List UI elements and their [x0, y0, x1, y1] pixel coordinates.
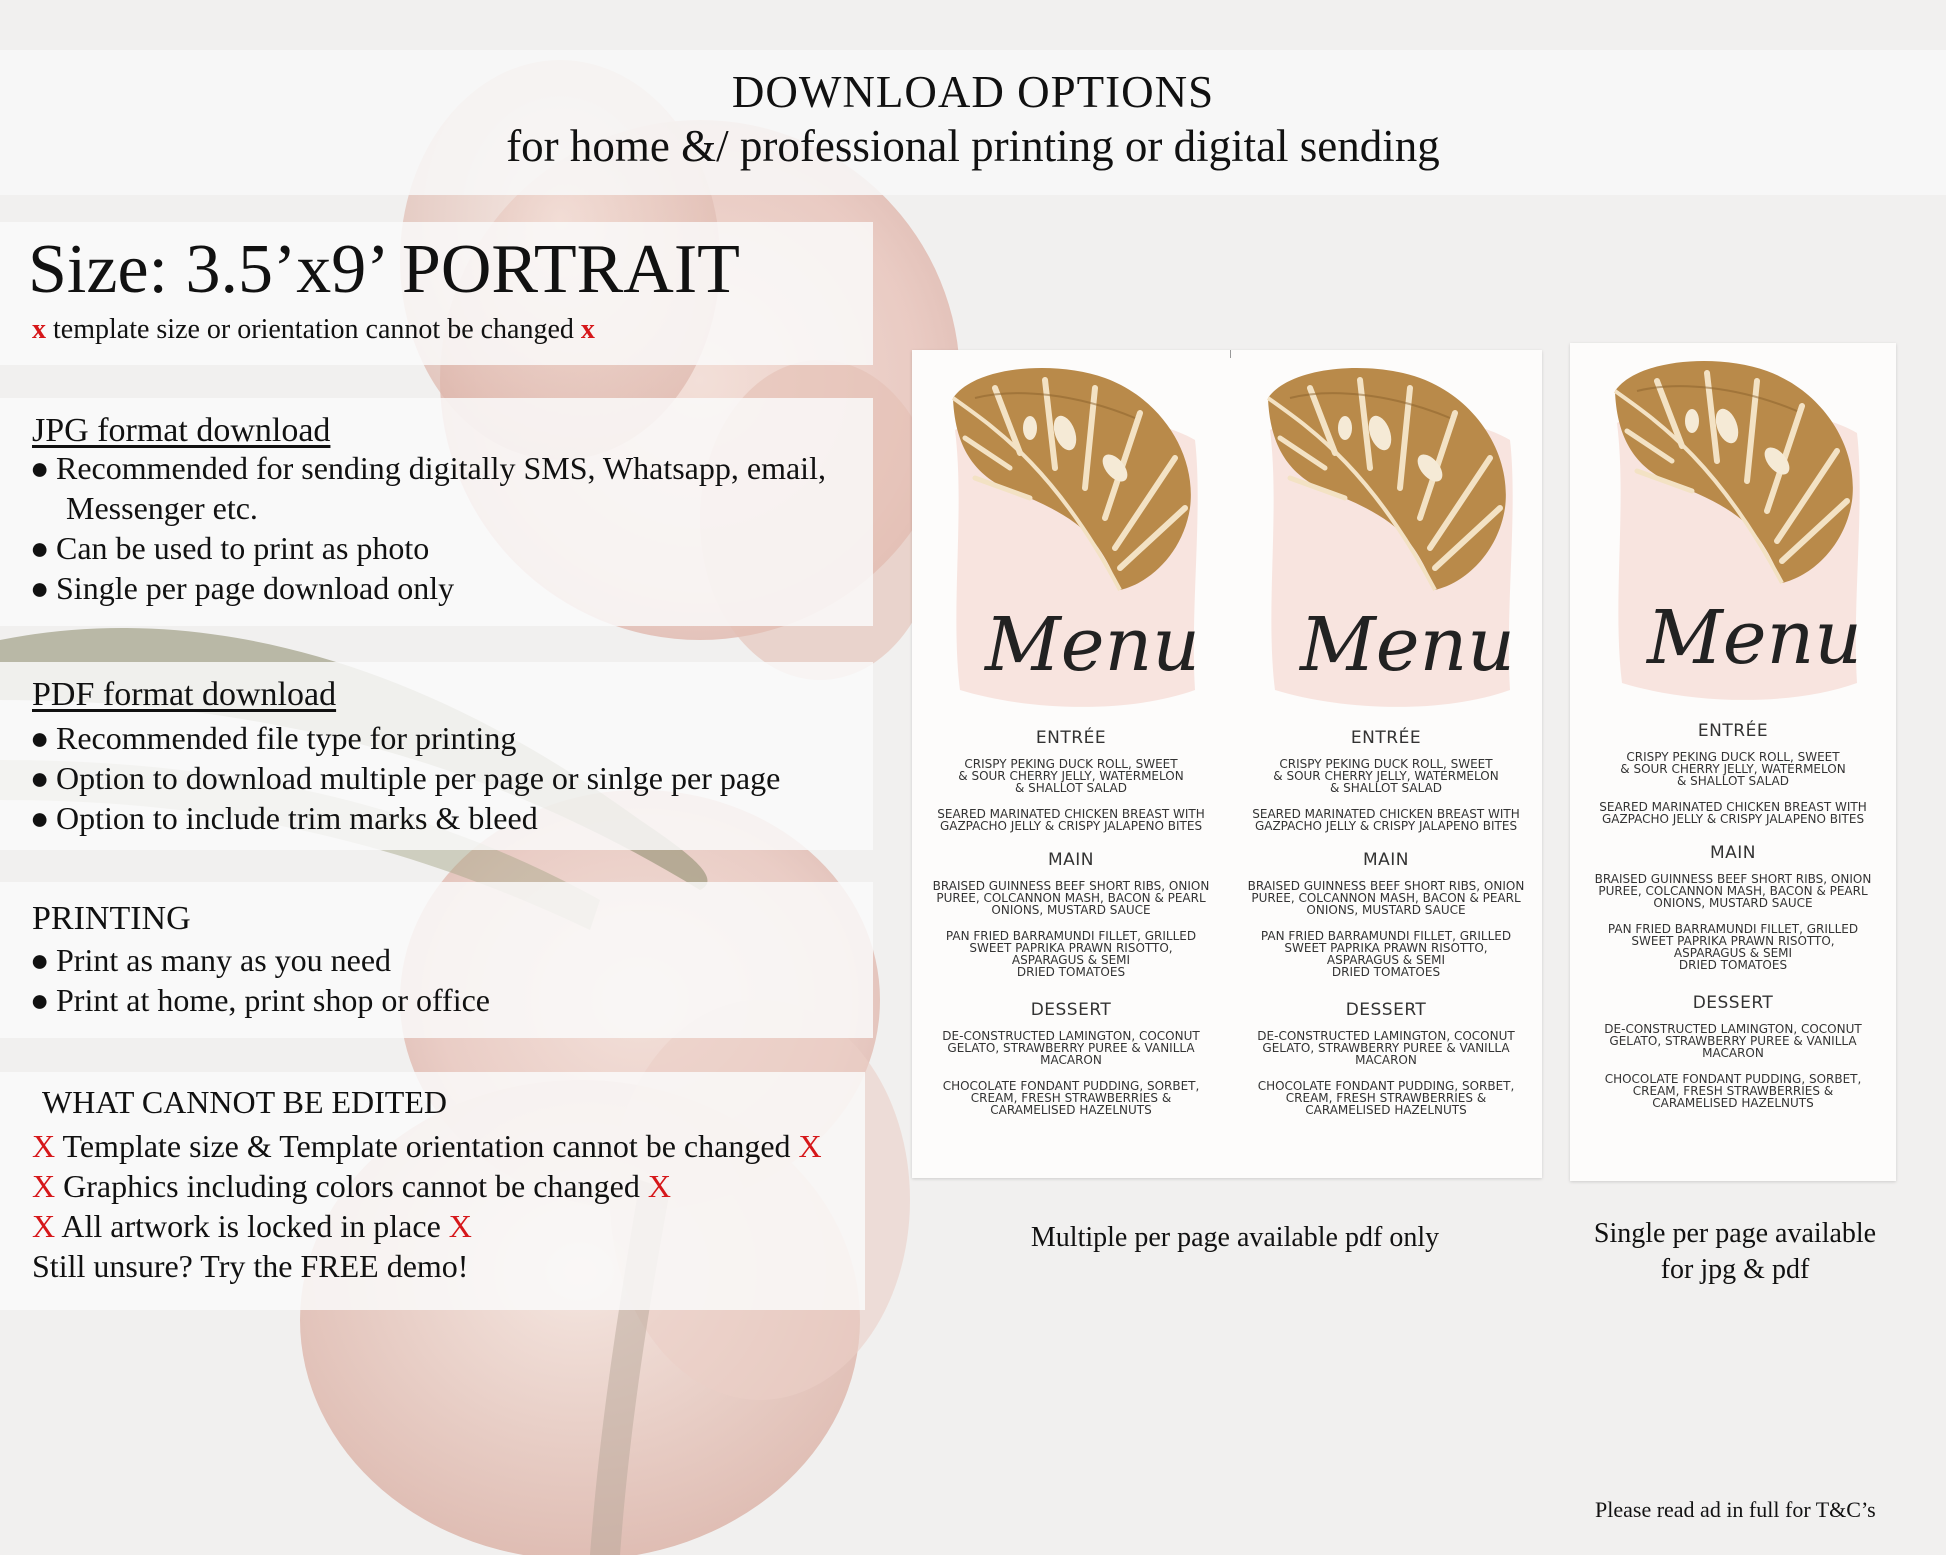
multi-per-page-preview [912, 350, 1542, 1178]
header-subtitle: for home &/ professional printing or digital sending [506, 121, 1440, 171]
dessert-item-1: DE-CONSTRUCTED LAMINGTON, COCONUT GELATO, STRAWBERRY PUREE & VANILLA MACARON [942, 1029, 1200, 1067]
menu-column [1230, 350, 1542, 1170]
menu-column [1577, 343, 1889, 1163]
pdf-bullet-3: ● Option to include trim marks & bleed [30, 800, 538, 836]
dessert-item-2: CHOCOLATE FONDANT PUDDING, SORBET, CREAM, FRESH STRAWBERRIES & CARAMELISED HAZELNUTS [1257, 1079, 1515, 1117]
monstera-leaf-icon [1597, 351, 1867, 591]
bullet-dot-icon: ● [30, 760, 50, 796]
dessert-heading: DESSERT [1345, 1000, 1427, 1020]
entree-item-2: SEARED MARINATED CHICKEN BREAST WITH GAZPACHO JELLY & CRISPY JALAPENO BITES [1252, 807, 1520, 833]
x-mark-icon: x [32, 314, 46, 345]
printing-bullet-1: ● Print as many as you need [30, 942, 392, 978]
pdf-title: PDF format download [32, 676, 337, 713]
bullet-dot-icon: ● [30, 570, 50, 606]
bullet-dot-icon: ● [30, 942, 50, 978]
entree-heading: ENTRÉE [1350, 728, 1422, 748]
menu-script-text: Menu [1300, 602, 1515, 688]
entree-heading: ENTRÉE [1697, 721, 1769, 741]
entree-item-1: CRISPY PEKING DUCK ROLL, SWEET & SOUR CHERRY JELLY, WATERMELON & SHALLOT SALAD [958, 757, 1184, 795]
printing-title: PRINTING [32, 900, 191, 937]
menu-script-text: Menu [985, 602, 1200, 688]
x-mark-icon: X [448, 1208, 472, 1244]
monstera-leaf-icon [935, 358, 1205, 598]
jpg-bullet-3: ● Single per page download only [30, 570, 455, 606]
x-mark-icon: X [32, 1128, 56, 1164]
entree-item-1: CRISPY PEKING DUCK ROLL, SWEET & SOUR CHERRY JELLY, WATERMELON & SHALLOT SALAD [1620, 750, 1846, 788]
main-item-1: BRAISED GUINNESS BEEF SHORT RIBS, ONION PUREE, COLCANNON MASH, BACON & PEARL ONIONS, MUSTARD SAUCE [1247, 879, 1525, 917]
jpg-title: JPG format download [32, 412, 331, 449]
menu-script-title [1617, 583, 1867, 693]
x-mark-icon: X [647, 1168, 671, 1204]
main-item-2: PAN FRIED BARRAMUNDI FILLET, GRILLED SWEET PAPRIKA PRAWN RISOTTO, ASPARAGUS & SEMI DRIED TOMATOES [1607, 922, 1859, 972]
footer-note: Please read ad in full for T&C’s [1595, 1497, 1876, 1522]
entree-item-1: CRISPY PEKING DUCK ROLL, SWEET & SOUR CHERRY JELLY, WATERMELON & SHALLOT SALAD [1273, 757, 1499, 795]
bullet-dot-icon: ● [30, 800, 50, 836]
header-banner [0, 50, 1946, 195]
main-item-1: BRAISED GUINNESS BEEF SHORT RIBS, ONION PUREE, COLCANNON MASH, BACON & PEARL ONIONS, MUSTARD SAUCE [1594, 872, 1872, 910]
entree-heading: ENTRÉE [1035, 728, 1107, 748]
size-note [32, 314, 595, 346]
cannot-edit-line-4: Still unsure? Try the FREE demo! [32, 1248, 469, 1284]
dessert-item-1: DE-CONSTRUCTED LAMINGTON, COCONUT GELATO, STRAWBERRY PUREE & VANILLA MACARON [1257, 1029, 1515, 1067]
entree-item-2: SEARED MARINATED CHICKEN BREAST WITH GAZPACHO JELLY & CRISPY JALAPENO BITES [937, 807, 1205, 833]
main-item-1: BRAISED GUINNESS BEEF SHORT RIBS, ONION PUREE, COLCANNON MASH, BACON & PEARL ONIONS, MUSTARD SAUCE [932, 879, 1210, 917]
dessert-item-2: CHOCOLATE FONDANT PUDDING, SORBET, CREAM, FRESH STRAWBERRIES & CARAMELISED HAZELNUTS [942, 1079, 1200, 1117]
caption-single [1565, 1218, 1905, 1286]
main-item-2: PAN FRIED BARRAMUNDI FILLET, GRILLED SWEET PAPRIKA PRAWN RISOTTO, ASPARAGUS & SEMI DRIED TOMATOES [945, 929, 1197, 979]
jpg-panel [0, 398, 873, 626]
jpg-bullet-1: ● Recommended for sending digitally SMS, Whatsapp, email, [30, 450, 826, 486]
x-mark-icon: X [798, 1128, 822, 1164]
dessert-heading: DESSERT [1692, 993, 1774, 1013]
caption-multiple: Multiple per page available pdf only [1030, 1222, 1440, 1253]
size-title: Size: 3.5’x9’ PORTRAIT [28, 231, 740, 308]
single-per-page-preview [1570, 343, 1896, 1181]
bullet-dot-icon: ● [30, 530, 50, 566]
dessert-item-1: DE-CONSTRUCTED LAMINGTON, COCONUT GELATO, STRAWBERRY PUREE & VANILLA MACARON [1604, 1022, 1862, 1060]
entree-item-2: SEARED MARINATED CHICKEN BREAST WITH GAZPACHO JELLY & CRISPY JALAPENO BITES [1599, 800, 1867, 826]
printing-panel [0, 882, 873, 1038]
printing-bullet-2: ● Print at home, print shop or office [30, 982, 490, 1018]
cannot-edit-line-3: X All artwork is locked in place X [32, 1208, 472, 1244]
main-item-2: PAN FRIED BARRAMUNDI FILLET, GRILLED SWEET PAPRIKA PRAWN RISOTTO, ASPARAGUS & SEMI DRIED TOMATOES [1260, 929, 1512, 979]
menu-script-text: Menu [1647, 595, 1862, 681]
pdf-panel [0, 662, 873, 850]
main-heading: MAIN [1362, 850, 1410, 870]
cannot-edit-line-2: X Graphics including colors cannot be changed X [32, 1168, 671, 1204]
header-title: DOWNLOAD OPTIONS [731, 67, 1215, 117]
caption-single-line-2: for jpg & pdf [1660, 1254, 1810, 1285]
bullet-dot-icon: ● [30, 982, 50, 1018]
menu-column [915, 350, 1227, 1170]
dessert-item-2: CHOCOLATE FONDANT PUDDING, SORBET, CREAM, FRESH STRAWBERRIES & CARAMELISED HAZELNUTS [1604, 1072, 1862, 1110]
cannot-edit-line-1: X Template size & Template orientation cannot be changed X [32, 1128, 822, 1164]
main-heading: MAIN [1709, 843, 1757, 863]
bullet-dot-icon: ● [30, 450, 50, 486]
main-heading: MAIN [1047, 850, 1095, 870]
size-panel [0, 222, 873, 365]
caption-single-line-1: Single per page available [1593, 1218, 1877, 1249]
cannot-edit-title: WHAT CANNOT BE EDITED [42, 1084, 447, 1120]
pdf-bullet-1: ● Recommended file type for printing [30, 720, 517, 756]
x-mark-icon: X [32, 1168, 56, 1204]
jpg-bullet-1-cont: Messenger etc. [66, 490, 258, 526]
bullet-dot-icon: ● [30, 720, 50, 756]
dessert-heading: DESSERT [1030, 1000, 1112, 1020]
menu-script-title [955, 590, 1205, 700]
pdf-bullet-2: ● Option to download multiple per page or sinlge per page [30, 760, 781, 796]
menu-script-title [1270, 590, 1520, 700]
x-mark-icon: x [580, 314, 595, 345]
x-mark-icon: X [32, 1208, 56, 1244]
jpg-bullet-2: ● Can be used to print as photo [30, 530, 430, 566]
cannot-edit-panel [0, 1072, 865, 1310]
monstera-leaf-icon [1250, 358, 1520, 598]
size-note-text: template size or orientation cannot be changed [46, 314, 581, 345]
